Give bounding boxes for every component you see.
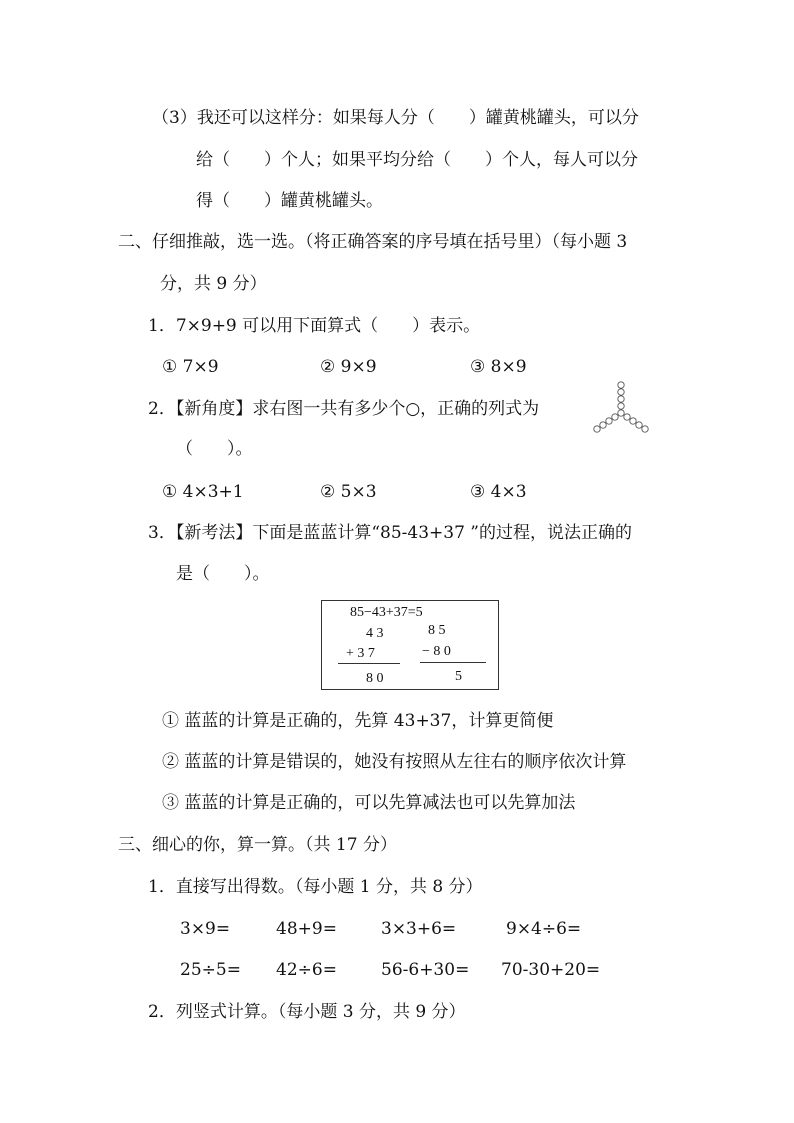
s3-problem: 9×4÷6= bbox=[506, 919, 582, 939]
s2-item3-option-2: ② 蓝蓝的计算是错误的，她没有按照从左往右的顺序依次计算 bbox=[162, 752, 627, 772]
s2-item3-option-1: ① 蓝蓝的计算是正确的，先算 43+37，计算更简便 bbox=[162, 711, 554, 731]
s2-item2-text-cont: （ ）。 bbox=[176, 439, 253, 459]
calc-sub-top: 8 5 bbox=[428, 623, 446, 638]
q3-line-3: 得（ ）罐黄桃罐头。 bbox=[196, 191, 383, 211]
s3-problem: 3×3+6= bbox=[381, 919, 457, 939]
s2-item3-text-cont: 是（ ）。 bbox=[176, 564, 270, 584]
s2-item3-option-3: ③ 蓝蓝的计算是正确的，可以先算减法也可以先算加法 bbox=[162, 793, 576, 813]
circles-figure bbox=[590, 380, 652, 442]
calc-add-top: 4 3 bbox=[366, 626, 384, 641]
s2-item2-text: 2．【新角度】求右图一共有多少个○，正确的列式为 bbox=[148, 399, 540, 419]
s2-item2-option-3: ③ 4×3 bbox=[470, 482, 527, 502]
calc-sub-rule bbox=[420, 662, 486, 663]
s3-item1-text: 1．直接写出得数。（每小题 1 分，共 8 分） bbox=[148, 877, 483, 897]
s2-item2-option-2: ② 5×3 bbox=[320, 482, 377, 502]
s2-item1-option-1: ① 7×9 bbox=[162, 357, 219, 377]
s3-problem: 42÷6= bbox=[276, 960, 337, 980]
section3-heading: 三、细心的你，算一算。（共 17 分） bbox=[118, 835, 397, 855]
s2-item2-option-1: ① 4×3+1 bbox=[162, 482, 244, 502]
s2-item1-option-2: ② 9×9 bbox=[320, 357, 377, 377]
calc-add-bottom: + 3 7 bbox=[346, 646, 375, 661]
s2-item3-text: 3．【新考法】下面是蓝蓝计算“85-43+37 ”的过程，说法正确的 bbox=[148, 523, 632, 543]
s2-item1-option-3: ③ 8×9 bbox=[470, 357, 527, 377]
section2-heading: 二、仔细推敲，选一选。（将正确答案的序号填在括号里）（每小题 3 bbox=[118, 232, 628, 252]
calc-add-rule bbox=[338, 663, 400, 664]
s2-item1-text: 1．7×9+9 可以用下面算式（ ）表示。 bbox=[148, 316, 481, 336]
s3-item2-text: 2．列竖式计算。（每小题 3 分，共 9 分） bbox=[148, 1002, 466, 1022]
s3-problem: 25÷5= bbox=[180, 960, 241, 980]
s3-problem: 70-30+20= bbox=[501, 960, 601, 980]
s3-problem: 3×9= bbox=[180, 919, 231, 939]
s3-problem: 56-6+30= bbox=[381, 960, 470, 980]
calculation-box bbox=[321, 600, 499, 690]
calc-sub-result: 5 bbox=[455, 669, 462, 684]
q3-line-1: （3）我还可以这样分：如果每人分（ ）罐黄桃罐头，可以分 bbox=[152, 108, 639, 128]
calc-sub-bottom: − 8 0 bbox=[422, 644, 451, 659]
calc-equation: 85−43+37=5 bbox=[350, 605, 423, 620]
calc-add-result: 8 0 bbox=[366, 671, 384, 686]
s3-problem: 48+9= bbox=[276, 919, 337, 939]
section2-heading-cont: 分，共 9 分） bbox=[160, 274, 267, 294]
q3-line-2: 给（ ）个人；如果平均分给（ ）个人，每人可以分 bbox=[196, 150, 638, 170]
